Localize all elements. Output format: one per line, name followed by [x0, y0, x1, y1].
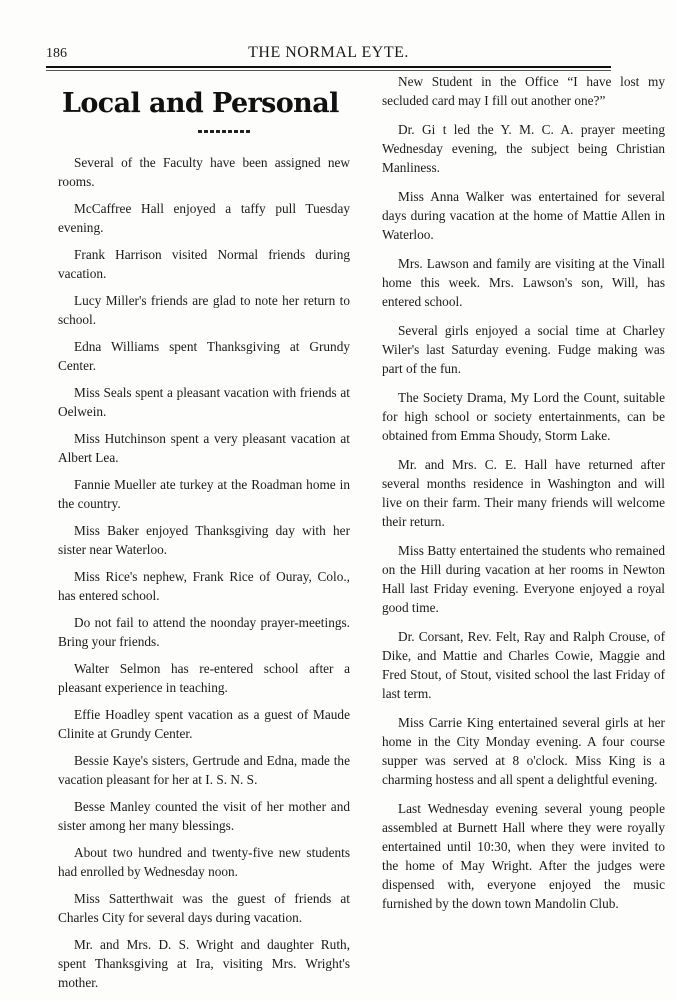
news-item: New Student in the Office “I have lost my secluded card may I fill out another one?” [382, 74, 665, 108]
news-item: Besse Manley counted the visit of her mother and sister among her many blessings. [58, 799, 350, 833]
news-item: Miss Hutchinson spent a very pleasant vacation at Albert Lea. [58, 431, 350, 465]
news-item: Mr. and Mrs. D. S. Wright and daughter Ruth, spent Thanksgiving at Ira, visiting Mrs. Wright's mother. [58, 937, 350, 990]
news-item: Dr. Gi t led the Y. M. C. A. prayer meeting Wednesday evening, the subject being Christian Manliness. [382, 122, 665, 175]
page-number: 186 [46, 46, 67, 61]
news-item: Bessie Kaye's sisters, Gertrude and Edna, made the vacation pleasant for her at I. S. N. S. [58, 753, 350, 787]
news-item: Walter Selmon has re-entered school after a pleasant experience in teaching. [58, 661, 350, 695]
news-item: Frank Harrison visited Normal friends during vacation. [58, 247, 350, 281]
section-title: Local and Personal [62, 88, 339, 119]
news-item: Mr. and Mrs. C. E. Hall have returned after several months residence in Washington and will live on their farm. Their many friends will welcome their return. [382, 457, 665, 529]
header-rule-thick [46, 66, 611, 68]
news-item: Several of the Faculty have been assigned new rooms. [58, 155, 350, 189]
left-column [58, 76, 350, 1000]
news-item: Miss Anna Walker was entertained for several days during vacation at the home of Mattie Allen in Waterloo. [382, 189, 665, 242]
news-item: Mrs. Lawson and family are visiting at the Vinall home this week. Mrs. Lawson's son, Will, has entered school. [382, 256, 665, 309]
news-item: Do not fail to attend the noonday prayer-meetings. Bring your friends. [58, 615, 350, 649]
news-item: Miss Carrie King entertained several girls at her home in the City Monday evening. A four course supper was served at 8 o'clock. Miss King is a charming hostess and all spent a delightful evening. [382, 715, 665, 787]
news-item: McCaffree Hall enjoyed a taffy pull Tuesday evening. [58, 201, 350, 235]
header-rule-thin [46, 70, 611, 71]
news-item: Fannie Mueller ate turkey at the Roadman home in the country. [58, 477, 350, 511]
news-item: Edna Williams spent Thanksgiving at Grundy Center. [58, 339, 350, 373]
news-item: Miss Batty entertained the students who remained on the Hill during vacation at her rooms in Newton Hall last Friday evening. Everyone enjoyed a royal good time. [382, 543, 665, 615]
news-item: Last Wednesday evening several young people assembled at Burnett Hall where they were royally entertained until 10:30, when they were invited to the home of May Wright. After the judges were dispensed with, everyone enjoyed the music furnished by the down town Mandolin Club. [382, 801, 665, 911]
news-item: Several girls enjoyed a social time at Charley Wiler's last Saturday evening. Fudge making was part of the fun. [382, 323, 665, 376]
news-item: Dr. Corsant, Rev. Felt, Ray and Ralph Crouse, of Dike, and Mattie and Charles Cowie, Maggie and Fred Stout, of Stout, visited school the last Friday of last term. [382, 629, 665, 701]
journal-title: THE NORMAL EYTE. [248, 44, 409, 61]
news-item: Miss Satterthwait was the guest of friends at Charles City for several days during vacation. [58, 891, 350, 925]
news-item: Effie Hoadley spent vacation as a guest of Maude Clinite at Grundy Center. [58, 707, 350, 741]
right-column [382, 72, 665, 923]
title-ornament [198, 130, 250, 133]
news-item: Lucy Miller's friends are glad to note her return to school. [58, 293, 350, 327]
page-header [46, 42, 611, 66]
news-item: The Society Drama, My Lord the Count, suitable for high school or society entertainments, can be obtained from Emma Shoudy, Storm Lake. [382, 390, 665, 443]
news-item: Miss Seals spent a pleasant vacation with friends at Oelwein. [58, 385, 350, 419]
news-item: Miss Baker enjoyed Thanksgiving day with her sister near Waterloo. [58, 523, 350, 557]
news-item: About two hundred and twenty-five new students had enrolled by Wednesday noon. [58, 845, 350, 879]
news-item: Miss Rice's nephew, Frank Rice of Ouray, Colo., has entered school. [58, 569, 350, 603]
